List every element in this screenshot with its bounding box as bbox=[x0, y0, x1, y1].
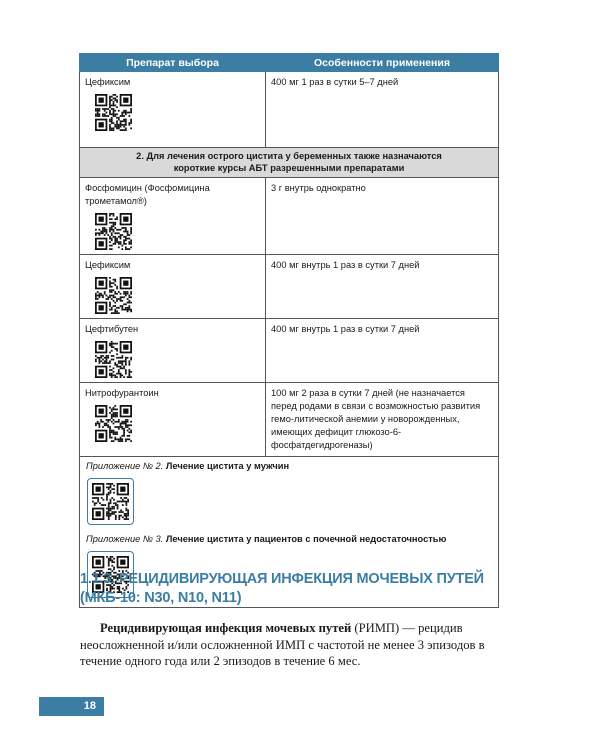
body-paragraph bbox=[80, 620, 520, 670]
section-title bbox=[80, 148, 499, 178]
qr-code-icon[interactable] bbox=[95, 341, 132, 378]
appendix-2-line bbox=[86, 460, 492, 473]
table-row bbox=[80, 255, 499, 319]
drug-name: Фосфомицин (Фосфомицина трометамол®) bbox=[85, 183, 210, 206]
definition-text: (РИМП) — рецидив неосложненной и/или осложненной ИМП с частотой не менее 3 эпизодов в течение одного года или 2 эпизодов в течение 6 мес. bbox=[80, 621, 485, 668]
defined-term: Рецидивирующая инфекция мочевых путей bbox=[100, 621, 352, 635]
drug-cell bbox=[80, 319, 266, 383]
section-heading bbox=[80, 570, 510, 608]
drug-cell bbox=[80, 255, 266, 319]
section-title-line1: 2. Для лечения острого цистита у беременных также назначаются bbox=[136, 151, 442, 161]
drug-cell bbox=[80, 72, 266, 148]
table-row bbox=[80, 178, 499, 255]
appendix-2-prefix: Приложение № 2. bbox=[86, 461, 164, 471]
appendix-2-link[interactable]: Лечение цистита у мужчин bbox=[165, 461, 290, 471]
drug-cell bbox=[80, 178, 266, 255]
header-drug: Препарат выбора bbox=[80, 54, 266, 72]
header-usage: Особенности применения bbox=[266, 54, 499, 72]
drug-table bbox=[79, 53, 499, 608]
appendix-3-link[interactable]: Лечение цистита у пациентов с почечной недостаточностью bbox=[165, 534, 447, 544]
qr-code-icon[interactable] bbox=[95, 94, 132, 131]
qr-code-icon[interactable] bbox=[95, 213, 132, 250]
section-row bbox=[80, 148, 499, 178]
section-heading-line2: (МКБ-10: N30, N10, N11) bbox=[80, 590, 242, 606]
table-row bbox=[80, 319, 499, 383]
dose-text: 100 мг 2 раза в сутки 7 дней (не назначается перед родами в связи с возможностью развития гемо-литической анемии у новорожденных, имеющих дефицит глюкозо-6-фосфатдегидрогеназы) bbox=[266, 383, 499, 457]
dose-text: 400 мг внутрь 1 раз в сутки 7 дней bbox=[266, 319, 499, 383]
drug-name: Цефтибутен bbox=[85, 324, 139, 334]
qr-code-icon[interactable] bbox=[95, 405, 132, 442]
page-number: 18 bbox=[39, 697, 104, 716]
qr-code-icon[interactable] bbox=[92, 483, 129, 520]
dose-text: 400 мг внутрь 1 раз в сутки 7 дней bbox=[266, 255, 499, 319]
section-title-line2: короткие курсы АБТ разрешенными препаратами bbox=[173, 162, 405, 173]
dose-text: 400 мг 1 раз в сутки 5–7 дней bbox=[266, 72, 499, 148]
drug-cell bbox=[80, 383, 266, 457]
qr-code-icon[interactable] bbox=[95, 277, 132, 314]
dose-text: 3 г внутрь однократно bbox=[266, 178, 499, 255]
drug-name: Цефиксим bbox=[85, 260, 131, 270]
drug-name: Цефиксим bbox=[85, 77, 131, 87]
table-row bbox=[80, 383, 499, 457]
table-row bbox=[80, 72, 499, 148]
section-heading-line1: 1.1.3. РЕЦИДИВИРУЮЩАЯ ИНФЕКЦИЯ МОЧЕВЫХ ПУТЕЙ bbox=[80, 571, 484, 587]
qr-frame bbox=[87, 478, 134, 525]
drug-name: Нитрофурантоин bbox=[85, 388, 159, 398]
appendix-3-prefix: Приложение № 3. bbox=[86, 534, 164, 544]
appendix-3-line bbox=[86, 533, 492, 546]
